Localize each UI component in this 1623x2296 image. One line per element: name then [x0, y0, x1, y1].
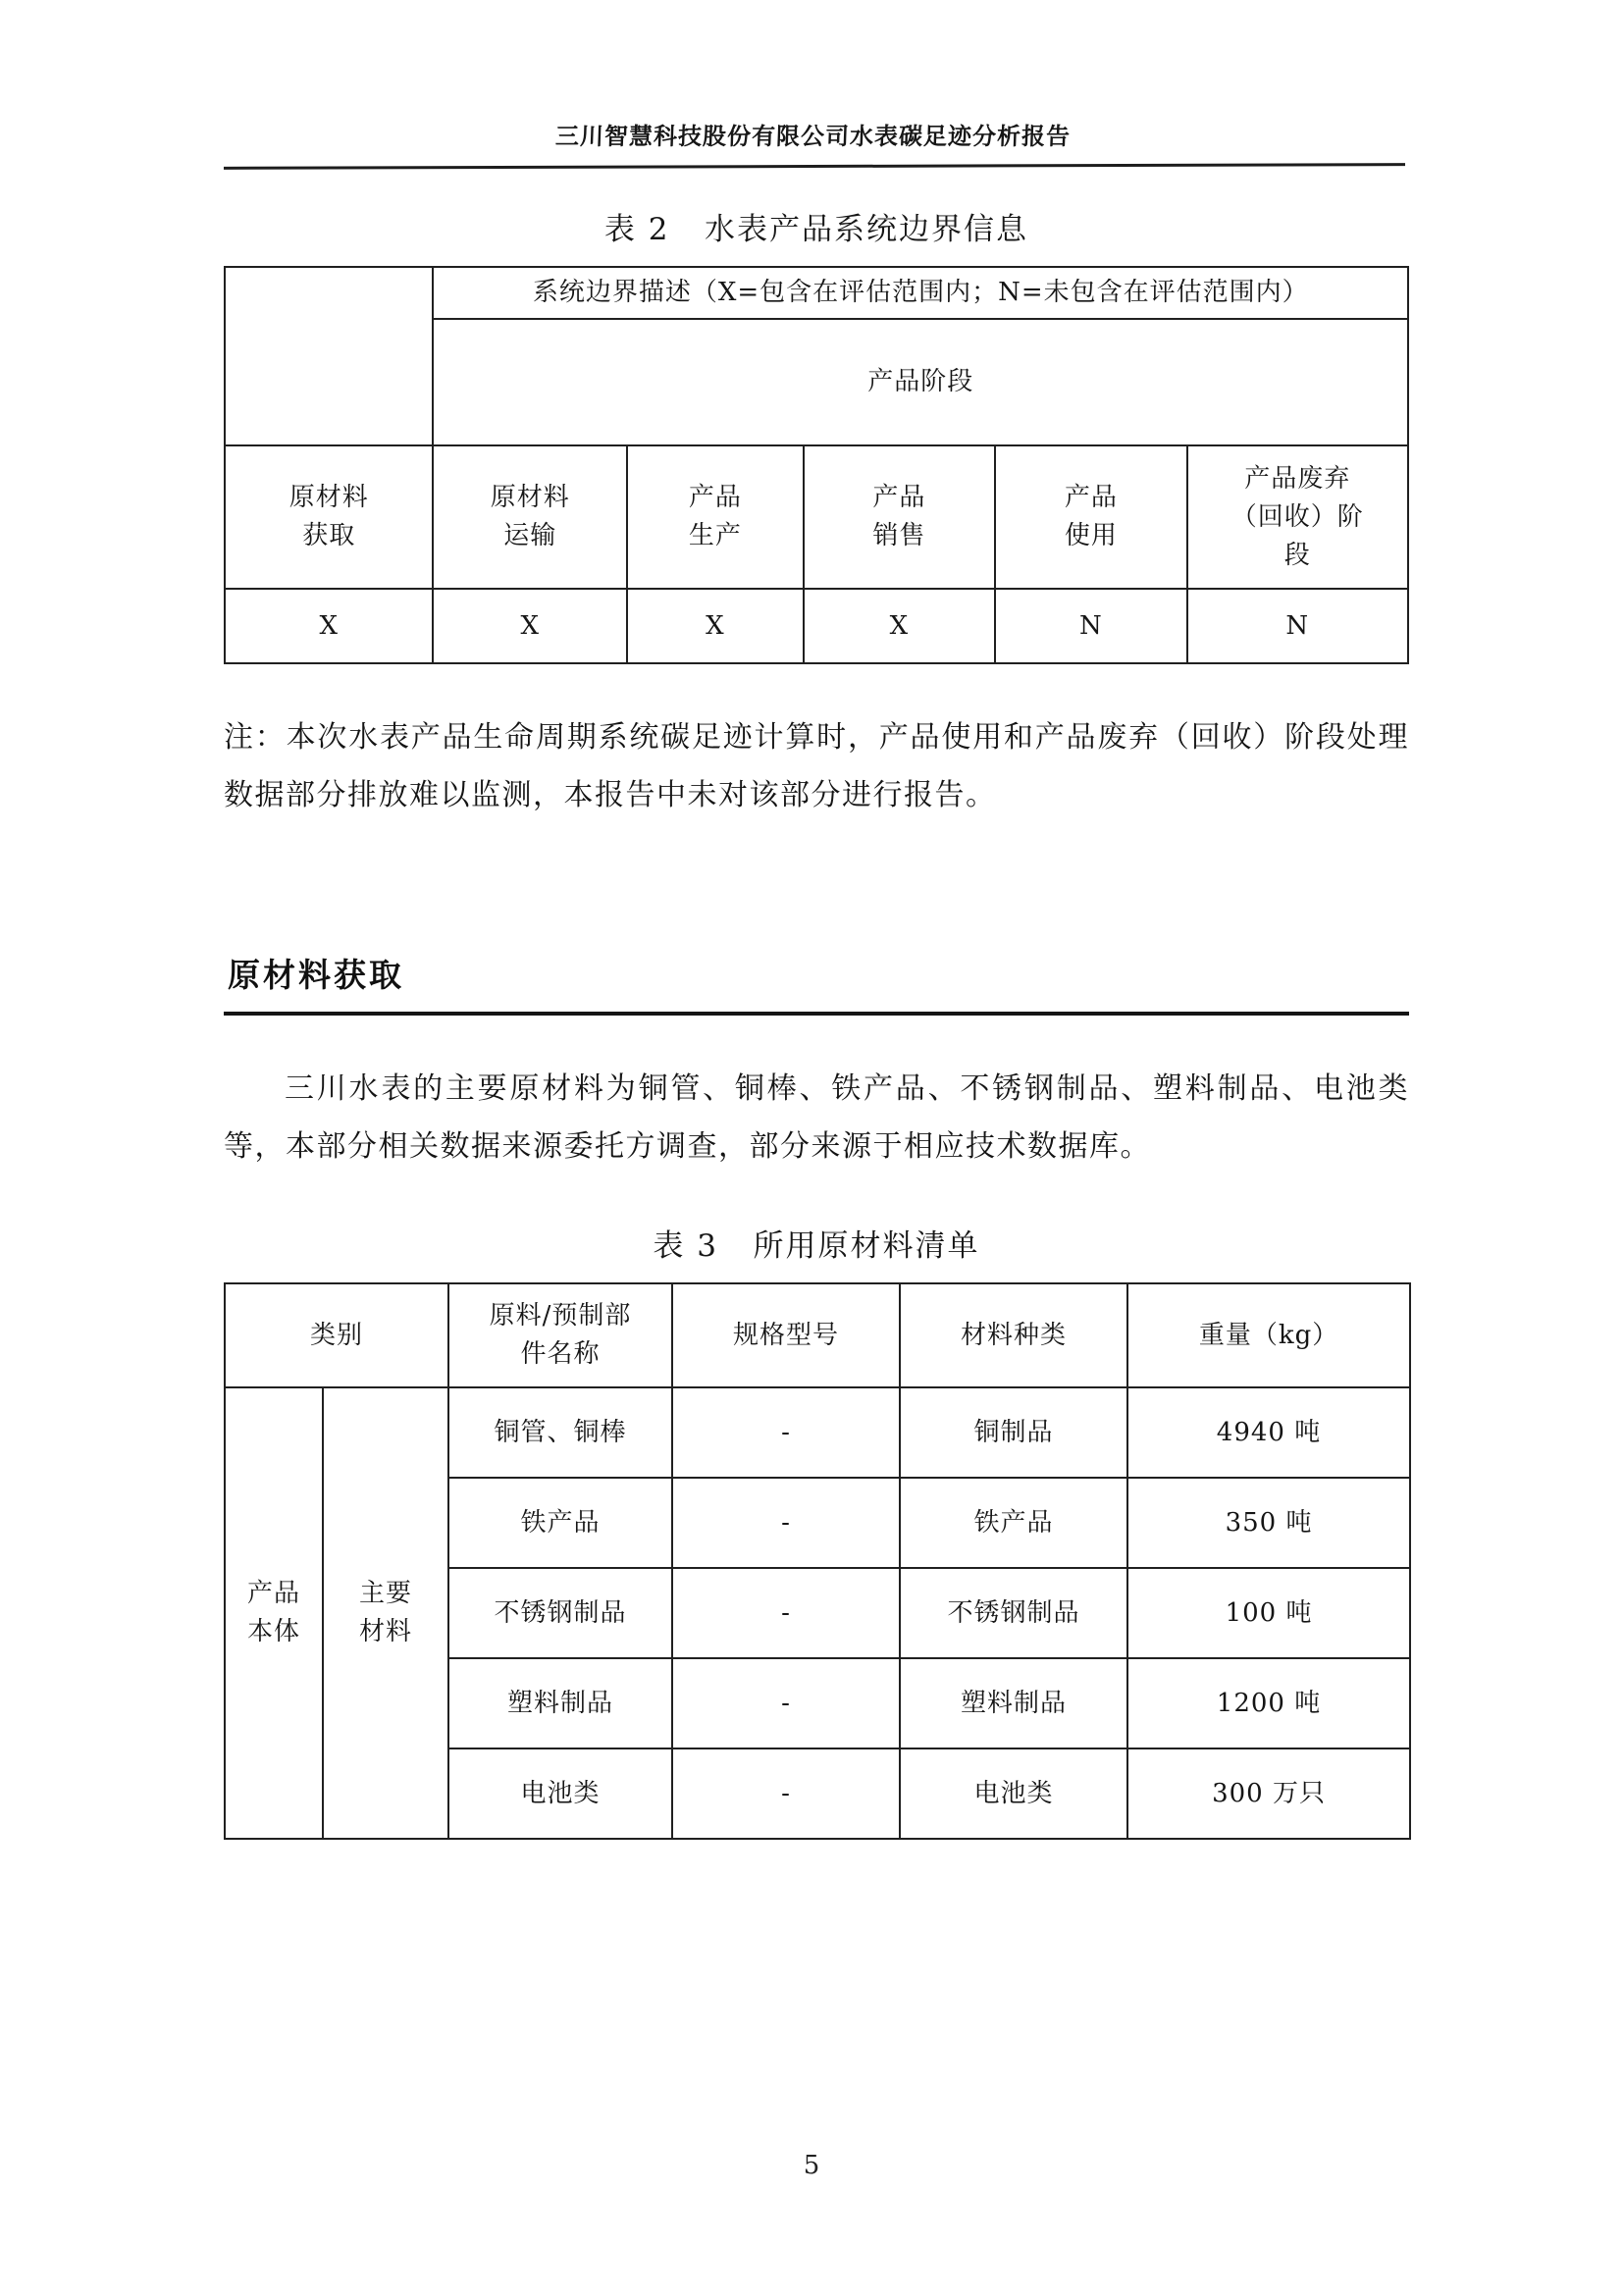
table3-cell-weight: 1200 吨 — [1127, 1658, 1410, 1748]
page-number-text: 5 — [803, 2151, 820, 2180]
table3-cell-spec: - — [672, 1387, 900, 1478]
table3-cell-material-name: 塑料制品 — [448, 1658, 672, 1748]
table3-caption: 表 3 所用原材料清单 — [653, 1228, 980, 1264]
table2-col-header-product-disposal: 产品废弃 （回收）阶 段 — [1187, 445, 1408, 589]
table2-note-paragraph: 注：本次水表产品生命周期系统碳足迹计算时，产品使用和产品废弃（回收）阶段处理数据部分排放难以监测，本报告中未对该部分进行报告。 — [224, 720, 1409, 812]
table2-caption: 表 2 水表产品系统边界信息 — [603, 212, 1029, 247]
table3-cell-material-type: 铁产品 — [900, 1478, 1127, 1568]
table3-cell-weight: 300 万只 — [1127, 1748, 1410, 1839]
table2-corner-cell — [225, 267, 433, 445]
page-number — [0, 2151, 1623, 2180]
table2-value-product-disposal: N — [1187, 589, 1408, 663]
running-header — [224, 123, 1401, 151]
running-header-text: 三川智慧科技股份有限公司水表碳足迹分析报告 — [554, 122, 1072, 150]
table3-header-spec-model: 规格型号 — [672, 1283, 900, 1387]
table3-cell-material-type: 塑料制品 — [900, 1658, 1127, 1748]
table2-boundary-description: 系统边界描述（X=包含在评估范围内；N=未包含在评估范围内） — [433, 267, 1408, 319]
table2-col-header-product-manufacturing: 产品 生产 — [627, 445, 804, 589]
table3-header-weight: 重量（kg） — [1127, 1283, 1410, 1387]
section-body-paragraph: 三川水表的主要原材料为铜管、铜棒、铁产品、不锈钢制品、塑料制品、电池类等，本部分相关数据来源委托方调查，部分来源于相应技术数据库。 — [224, 1071, 1409, 1164]
section-raw-material-acquisition — [224, 950, 1409, 1016]
table2-system-boundary — [224, 266, 1409, 664]
table3-cell-weight: 4940 吨 — [1127, 1387, 1410, 1478]
table2-value-raw-material-acquisition: X — [225, 589, 433, 663]
table-row — [225, 1387, 1410, 1478]
table3-category-main-material: 主要 材料 — [323, 1387, 448, 1839]
table3-cell-spec: - — [672, 1568, 900, 1658]
table-row — [225, 1283, 1410, 1387]
table3-cell-material-name: 铜管、铜棒 — [448, 1387, 672, 1478]
table2-value-raw-material-transport: X — [433, 589, 627, 663]
table3-header-category: 类别 — [225, 1283, 448, 1387]
table2-col-header-product-use: 产品 使用 — [995, 445, 1186, 589]
table3-category-product-body: 产品 本体 — [225, 1387, 323, 1839]
table3-raw-material-list — [224, 1282, 1411, 1840]
table3-cell-material-type: 电池类 — [900, 1748, 1127, 1839]
table3-header-material-type: 材料种类 — [900, 1283, 1127, 1387]
header-divider-rule — [224, 163, 1405, 170]
table2-stage-group-label: 产品阶段 — [433, 319, 1408, 445]
table-row — [225, 267, 1408, 319]
section-heading-text: 原材料获取 — [228, 956, 404, 994]
table2-col-header-raw-material-transport: 原材料 运输 — [433, 445, 627, 589]
table3-cell-material-name: 铁产品 — [448, 1478, 672, 1568]
table2-value-product-use: N — [995, 589, 1186, 663]
table3-header-material-name: 原料/预制部 件名称 — [448, 1283, 672, 1387]
table-row — [225, 445, 1408, 589]
table3-cell-weight: 100 吨 — [1127, 1568, 1410, 1658]
table3-cell-material-type: 铜制品 — [900, 1387, 1127, 1478]
table2-value-product-manufacturing: X — [627, 589, 804, 663]
page-content — [224, 186, 1409, 1840]
table3-cell-weight: 350 吨 — [1127, 1478, 1410, 1568]
table2-col-header-product-sales: 产品 销售 — [804, 445, 995, 589]
table3-cell-material-name: 不锈钢制品 — [448, 1568, 672, 1658]
table3-cell-spec: - — [672, 1748, 900, 1839]
table3-cell-spec: - — [672, 1478, 900, 1568]
table-row — [225, 589, 1408, 663]
table3-cell-material-type: 不锈钢制品 — [900, 1568, 1127, 1658]
table3-cell-material-name: 电池类 — [448, 1748, 672, 1839]
table2-col-header-raw-material-acquisition: 原材料 获取 — [225, 445, 433, 589]
table3-cell-spec: - — [672, 1658, 900, 1748]
table2-value-product-sales: X — [804, 589, 995, 663]
